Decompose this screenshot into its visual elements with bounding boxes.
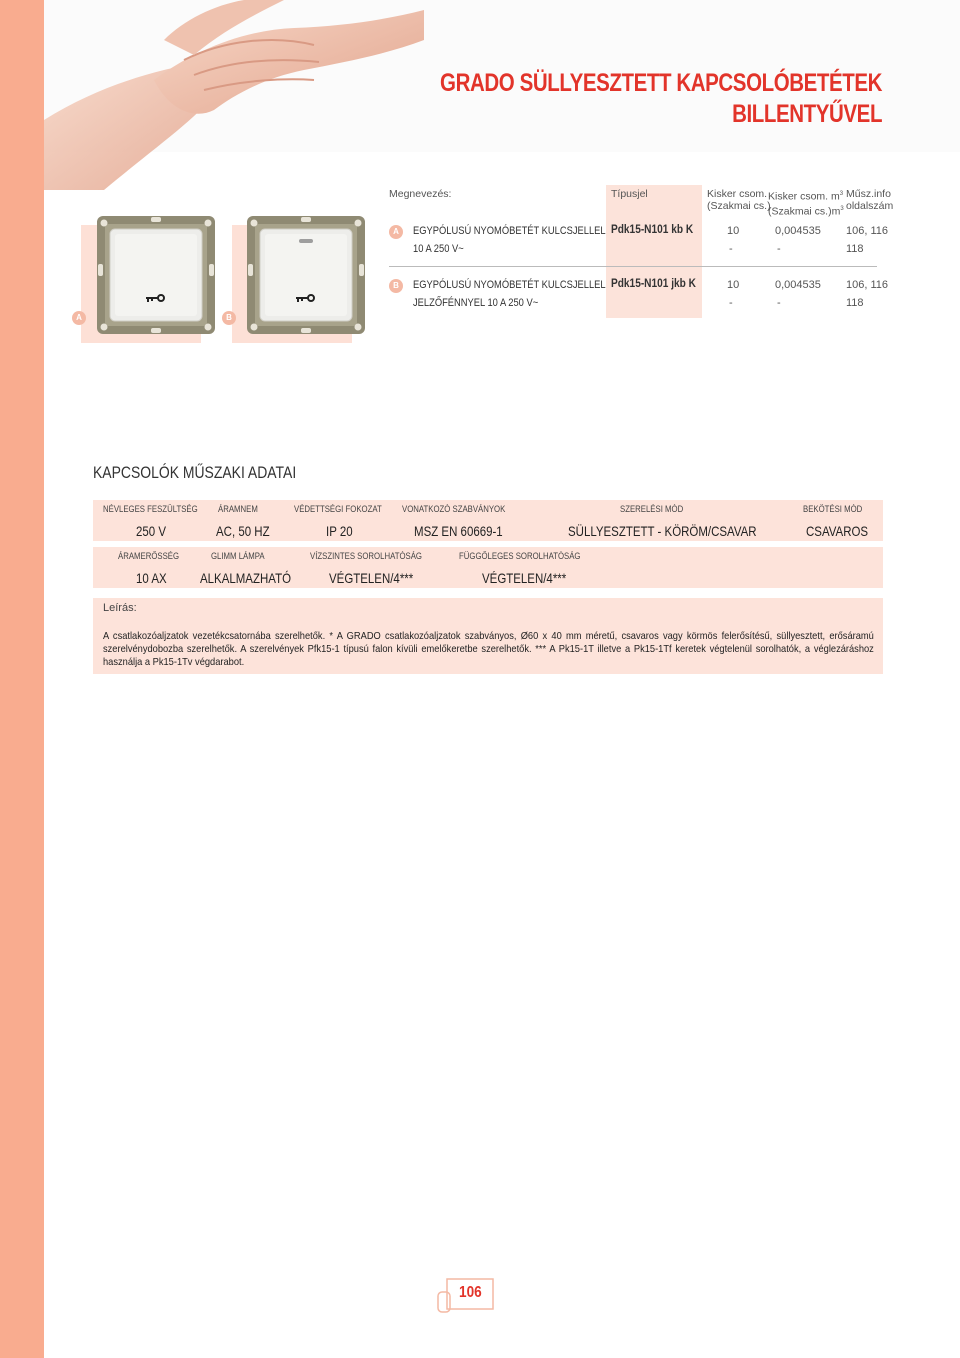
product-b-page: 106, 116 — [846, 279, 889, 291]
col-header-retail-pack — [707, 188, 771, 212]
spec-value-connection: CSAVAROS — [806, 523, 869, 539]
col-header-retail-m3-line2: (Szakmai cs.)m — [768, 205, 841, 217]
product-a-page2: 118 — [846, 243, 864, 255]
spec-label-vertical: FÜGGŐLEGES SOROLHATÓSÁG — [459, 551, 581, 562]
col-header-type: Típusjel — [611, 188, 648, 200]
product-badge-b: B — [389, 279, 403, 293]
switch-a-image — [95, 214, 217, 336]
photo-badge-a: A — [72, 311, 86, 325]
col-header-retail-pack-line2: (Szakmai cs.) — [707, 200, 771, 212]
col-header-retail-pack-line1: Kisker csom. — [707, 188, 768, 200]
description-text: A csatlakozóaljzatok vezetékcsatornába szerelhetők. * A GRADO csatlakozóaljzatok szabványos, Ø60 x 40 mm méretű, csavaros vagy körmös felerősítésű, süllyesztett, erősáramú szerelvénydobozba szerelhetők. A szerelvények Pfk15-1 típusú falon kívüli emelőkeretbe szerelhetők. *** A Pk15-1T illetve a Pk15-1Tf keretek végtelenül sorolhatók, a véglezáráshoz használja a Pk15-1Tv végdarabot. — [103, 630, 874, 668]
col-header-tech-info-line1: Műsz.info — [846, 188, 891, 200]
spec-value-vertical: VÉGTELEN/4*** — [482, 570, 567, 586]
type-column-shade — [606, 185, 702, 318]
col-header-retail-m3-line1: Kisker csom. m — [768, 190, 840, 203]
spec-value-protection: IP 20 — [326, 523, 353, 539]
spec-value-current: 10 AX — [136, 570, 167, 586]
spec-value-current-type: AC, 50 HZ — [216, 523, 270, 539]
product-b-name-line1: EGYPÓLUSÚ NYOMÓBETÉT KULCSJELLEL — [413, 279, 606, 291]
spec-label-current-type: ÁRAMNEM — [218, 504, 258, 515]
description-panel — [93, 598, 883, 674]
col-header-name: Megnevezés: — [389, 188, 452, 200]
spec-label-voltage: NÉVLEGES FESZÜLTSÉG — [103, 504, 198, 515]
switch-b-image — [245, 214, 367, 336]
spec-label-standards: VONATKOZÓ SZABVÁNYOK — [402, 504, 506, 515]
product-a-name-line1: EGYPÓLUSÚ NYOMÓBETÉT KULCSJELLEL — [413, 225, 606, 237]
product-a-pack: 10 — [727, 225, 740, 237]
col-header-tech-info-line2: oldalszám — [846, 200, 894, 212]
product-b-page2: 118 — [846, 297, 864, 309]
spec-value-standards: MSZ EN 60669-1 — [414, 523, 503, 539]
photo-badge-b: B — [222, 311, 236, 325]
spec-value-mounting: SÜLLYESZTETT - KÖRÖM/CSAVAR — [568, 523, 757, 539]
product-b-m3: 0,004535 — [775, 279, 821, 291]
product-a-m3-trade: - — [777, 243, 781, 255]
product-a-type: Pdk15-N101 kb K — [611, 224, 694, 236]
product-a-m3: 0,004535 — [775, 225, 821, 237]
spec-label-protection: VÉDETTSÉGI FOKOZAT — [294, 504, 382, 515]
page-title-line2: BILLENTYŰVEL — [732, 100, 882, 128]
description-label: Leírás: — [103, 602, 137, 614]
page-number-box — [437, 1278, 497, 1316]
product-b-m3-trade: - — [777, 297, 781, 309]
product-b-pack-trade: - — [729, 297, 733, 309]
product-a-pack-trade: - — [729, 243, 733, 255]
col-header-retail-m3: Kisker csom. $m^3$ (Szakmai $cs.)m^3$ — [768, 190, 844, 217]
spec-value-glow-lamp: ALKALMAZHATÓ — [200, 570, 292, 586]
page-number: 106 — [459, 1284, 482, 1301]
product-a-name-line2: 10 A 250 V~ — [413, 243, 464, 255]
product-b-name-line2: JELZŐFÉNNYEL 10 A 250 V~ — [413, 297, 539, 309]
side-color-bar — [0, 0, 44, 1358]
product-b-type: Pdk15-N101 jkb K — [611, 278, 696, 290]
spec-label-current: ÁRAMERŐSSÉG — [118, 551, 180, 562]
page-title — [440, 68, 882, 130]
col-header-tech-info — [846, 188, 893, 212]
product-badge-a: A — [389, 225, 403, 239]
product-a-page: 106, 116 — [846, 225, 889, 237]
row-divider — [389, 266, 877, 267]
spec-value-voltage: 250 V — [136, 523, 167, 539]
spec-label-horizontal: VÍZSZINTES SOROLHATÓSÁG — [310, 551, 422, 562]
product-b-pack: 10 — [727, 279, 740, 291]
spec-label-glow-lamp: GLIMM LÁMPA — [211, 551, 265, 562]
hands-illustration — [44, 0, 424, 190]
page-title-line1: GRADO SÜLLYESZTETT KAPCSOLÓBETÉTEK — [439, 69, 882, 97]
spec-value-horizontal: VÉGTELEN/4*** — [329, 570, 414, 586]
spec-label-connection: BEKÖTÉSI MÓD — [803, 504, 863, 515]
specs-title: KAPCSOLÓK MŰSZAKI ADATAI — [93, 463, 297, 482]
spec-label-mounting: SZERELÉSI MÓD — [620, 504, 684, 515]
